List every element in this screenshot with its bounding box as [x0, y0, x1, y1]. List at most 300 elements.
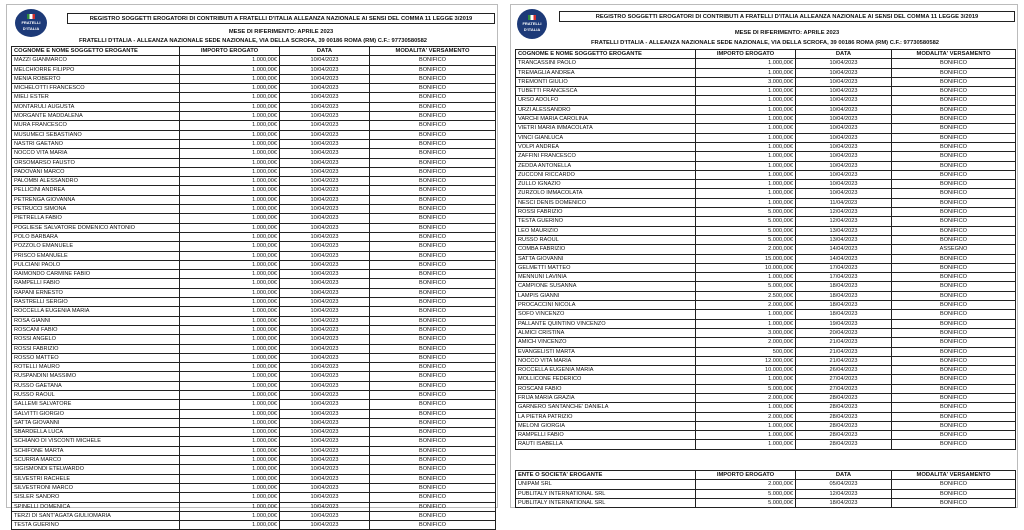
amount-cell: 1.000,00€: [180, 493, 280, 502]
payment-mode-cell: BONIFICO: [892, 356, 1016, 365]
donor-name-cell: GARNERO SANTANCHE' DANIELA: [516, 403, 696, 412]
amount-cell: 1.000,00€: [180, 335, 280, 344]
table-row: [12, 84, 496, 93]
date-cell: 10/04/2023: [280, 381, 370, 390]
donor-name-cell: UNIPAM SRL: [516, 480, 696, 489]
donor-name-cell: POZZOLO EMANUELE: [12, 242, 180, 251]
table-row: [516, 489, 1016, 498]
date-cell: 10/04/2023: [280, 363, 370, 372]
date-cell: 10/04/2023: [796, 124, 892, 133]
donor-name-cell: PIETRELLA FABIO: [12, 214, 180, 223]
table-row: [12, 390, 496, 399]
payment-mode-cell: BONIFICO: [892, 217, 1016, 226]
table-row: [12, 102, 496, 111]
donor-name-cell: URZI ALESSANDRO: [516, 105, 696, 114]
donor-name-cell: CAMPIONE SUSANNA: [516, 282, 696, 291]
table-row: [12, 186, 496, 195]
date-cell: 10/04/2023: [280, 102, 370, 111]
amount-cell: 1.000,00€: [180, 483, 280, 492]
donor-name-cell: PUBLITALY INTERNATIONAL SRL: [516, 489, 696, 498]
date-cell: 10/04/2023: [280, 242, 370, 251]
date-cell: 10/04/2023: [280, 511, 370, 520]
amount-cell: 1.000,00€: [180, 279, 280, 288]
payment-mode-cell: BONIFICO: [892, 170, 1016, 179]
date-cell: 10/04/2023: [280, 93, 370, 102]
table-row: [12, 511, 496, 520]
date-cell: 28/04/2023: [796, 412, 892, 421]
donor-name-cell: NOCCO VITA MARIA: [516, 356, 696, 365]
donor-name-cell: PETRENGA GIOVANNA: [12, 195, 180, 204]
date-cell: 10/04/2023: [280, 298, 370, 307]
amount-cell: 1.000,00€: [696, 273, 796, 282]
table-row: [12, 363, 496, 372]
amount-cell: 1.000,00€: [180, 390, 280, 399]
date-cell: 10/04/2023: [280, 353, 370, 362]
table-row: [12, 177, 496, 186]
amount-cell: 2.500,00€: [696, 291, 796, 300]
donor-name-cell: SISLER SANDRO: [12, 493, 180, 502]
table-row: [516, 217, 1016, 226]
amount-cell: 1.000,00€: [180, 437, 280, 446]
col-header-mode: MODALITA' VERSAMENTO: [892, 50, 1016, 59]
donor-name-cell: ZUCCONI RICCARDO: [516, 170, 696, 179]
donor-name-cell: RUSSO RAOUL: [516, 235, 696, 244]
payment-mode-cell: BONIFICO: [370, 390, 496, 399]
date-cell: 10/04/2023: [280, 112, 370, 121]
amount-cell: 1.000,00€: [180, 102, 280, 111]
donor-name-cell: RAMPELLI FABIO: [12, 279, 180, 288]
payment-mode-cell: BONIFICO: [370, 298, 496, 307]
date-cell: 10/04/2023: [280, 270, 370, 279]
payment-mode-cell: BONIFICO: [892, 338, 1016, 347]
date-cell: 10/04/2023: [796, 59, 892, 68]
payment-mode-cell: BONIFICO: [370, 177, 496, 186]
date-cell: 10/04/2023: [796, 133, 892, 142]
donor-name-cell: MORGANTE MADDALENA: [12, 112, 180, 121]
date-cell: 28/04/2023: [796, 393, 892, 402]
amount-cell: 1.000,00€: [180, 270, 280, 279]
payment-mode-cell: BONIFICO: [892, 498, 1016, 507]
donor-name-cell: RUSPANDINI MASSIMO: [12, 372, 180, 381]
amount-cell: 2.000,00€: [696, 245, 796, 254]
payment-mode-cell: BONIFICO: [892, 115, 1016, 124]
payment-mode-cell: BONIFICO: [370, 363, 496, 372]
date-cell: 10/04/2023: [796, 87, 892, 96]
payment-mode-cell: BONIFICO: [370, 325, 496, 334]
table-row: [516, 338, 1016, 347]
payment-mode-cell: BONIFICO: [370, 521, 496, 530]
donor-name-cell: TREMAGLIA ANDREA: [516, 68, 696, 77]
logo-text: FRATELLI D'ITALIA: [21, 20, 41, 31]
table-row: [12, 112, 496, 121]
table-row: [12, 381, 496, 390]
payment-mode-cell: BONIFICO: [370, 353, 496, 362]
payment-mode-cell: BONIFICO: [370, 437, 496, 446]
payment-mode-cell: BONIFICO: [892, 96, 1016, 105]
table-row: [516, 59, 1016, 68]
amount-cell: 1.000,00€: [696, 440, 796, 449]
donor-name-cell: LAMPIS GIANNI: [516, 291, 696, 300]
amount-cell: 1.000,00€: [180, 158, 280, 167]
donor-name-cell: PULCIANI PAOLO: [12, 260, 180, 269]
amount-cell: 1.000,00€: [180, 325, 280, 334]
organization-line: FRATELLI D'ITALIA - ALLEANZA NAZIONALE SEDE NAZIONALE, VIA DELLA SCROFA, 39 00186 ROMA (RM) C.F.: 97730580582: [590, 40, 940, 46]
amount-cell: 1.000,00€: [180, 344, 280, 353]
payment-mode-cell: BONIFICO: [892, 180, 1016, 189]
donor-name-cell: AMICH VINCENZO: [516, 338, 696, 347]
payment-mode-cell: BONIFICO: [370, 316, 496, 325]
donor-name-cell: SATTA GIOVANNI: [516, 254, 696, 263]
table-row: [516, 498, 1016, 507]
amount-cell: 500,00€: [696, 347, 796, 356]
payment-mode-cell: BONIFICO: [892, 328, 1016, 337]
table-row: [12, 521, 496, 530]
table-row: [516, 421, 1016, 430]
amount-cell: 1.000,00€: [180, 446, 280, 455]
table-row: [516, 273, 1016, 282]
amount-cell: 1.000,00€: [696, 96, 796, 105]
payment-mode-cell: BONIFICO: [370, 65, 496, 74]
amount-cell: 2.000,00€: [696, 301, 796, 310]
amount-cell: 1.000,00€: [180, 521, 280, 530]
date-cell: 17/04/2023: [796, 263, 892, 272]
table-row: [516, 245, 1016, 254]
donor-name-cell: NOCCO VITA MARIA: [12, 149, 180, 158]
donor-name-cell: VINCI GIANLUCA: [516, 133, 696, 142]
amount-cell: 1.000,00€: [696, 87, 796, 96]
date-cell: 18/04/2023: [796, 291, 892, 300]
payment-mode-cell: BONIFICO: [370, 446, 496, 455]
table-row: [12, 130, 496, 139]
date-cell: 10/04/2023: [280, 316, 370, 325]
table-row: [516, 263, 1016, 272]
payment-mode-cell: BONIFICO: [370, 493, 496, 502]
donor-name-cell: TRANCASSINI PAOLO: [516, 59, 696, 68]
payment-mode-cell: BONIFICO: [892, 375, 1016, 384]
amount-cell: 1.000,00€: [696, 198, 796, 207]
date-cell: 10/04/2023: [280, 437, 370, 446]
date-cell: 10/04/2023: [280, 502, 370, 511]
table-header-row: [516, 50, 1016, 59]
payment-mode-cell: BONIFICO: [892, 393, 1016, 402]
table-row: [12, 316, 496, 325]
donor-name-cell: MENIA ROBERTO: [12, 74, 180, 83]
donor-name-cell: SOFO VINCENZO: [516, 310, 696, 319]
payment-mode-cell: BONIFICO: [370, 56, 496, 65]
amount-cell: 3.000,00€: [696, 77, 796, 86]
payment-mode-cell: BONIFICO: [892, 189, 1016, 198]
amount-cell: 1.000,00€: [696, 310, 796, 319]
amount-cell: 2.000,00€: [696, 338, 796, 347]
payment-mode-cell: BONIFICO: [892, 226, 1016, 235]
amount-cell: 1.000,00€: [696, 403, 796, 412]
amount-cell: 1.000,00€: [180, 205, 280, 214]
date-cell: 10/04/2023: [280, 214, 370, 223]
table-row: [12, 456, 496, 465]
donor-name-cell: ROSCANI FABIO: [516, 384, 696, 393]
payment-mode-cell: BONIFICO: [370, 381, 496, 390]
donor-name-cell: MURA FRANCESCO: [12, 121, 180, 130]
amount-cell: 1.000,00€: [180, 363, 280, 372]
table-row: [516, 68, 1016, 77]
table-row: [12, 242, 496, 251]
table-row: [516, 384, 1016, 393]
payment-mode-cell: BONIFICO: [370, 149, 496, 158]
donor-name-cell: RAMPELLI FABIO: [516, 431, 696, 440]
date-cell: 10/04/2023: [280, 167, 370, 176]
payment-mode-cell: BONIFICO: [892, 77, 1016, 86]
amount-cell: 5.000,00€: [696, 226, 796, 235]
date-cell: 10/04/2023: [280, 465, 370, 474]
donor-name-cell: ZURZOLO IMMACOLATA: [516, 189, 696, 198]
date-cell: 10/04/2023: [280, 139, 370, 148]
donor-name-cell: SCURRIA MARCO: [12, 456, 180, 465]
amount-cell: 1.000,00€: [696, 431, 796, 440]
amount-cell: 1.000,00€: [696, 375, 796, 384]
amount-cell: 1.000,00€: [180, 177, 280, 186]
table-row: [12, 325, 496, 334]
date-cell: 12/04/2023: [796, 217, 892, 226]
amount-cell: 1.000,00€: [180, 474, 280, 483]
amount-cell: 1.000,00€: [180, 251, 280, 260]
table-row: [12, 428, 496, 437]
date-cell: 11/04/2023: [796, 198, 892, 207]
date-cell: 13/04/2023: [796, 226, 892, 235]
donor-name-cell: SCHIANO DI VISCONTI MICHELE: [12, 437, 180, 446]
table-row: [516, 208, 1016, 217]
donor-name-cell: VARCHI MARIA CAROLINA: [516, 115, 696, 124]
table-row: [12, 493, 496, 502]
table-row: [516, 412, 1016, 421]
table-row: [12, 474, 496, 483]
donor-name-cell: PALLANTE QUINTINO VINCENZO: [516, 319, 696, 328]
amount-cell: 1.000,00€: [180, 223, 280, 232]
donor-name-cell: SIGISMONDI ETELWARDO: [12, 465, 180, 474]
table-row: [516, 431, 1016, 440]
amount-cell: 1.000,00€: [180, 56, 280, 65]
donor-name-cell: MELCHIORRE FILIPPO: [12, 65, 180, 74]
payment-mode-cell: BONIFICO: [370, 288, 496, 297]
amount-cell: 1.000,00€: [696, 189, 796, 198]
amount-cell: 2.000,00€: [696, 480, 796, 489]
payment-mode-cell: BONIFICO: [370, 130, 496, 139]
amount-cell: 10.000,00€: [696, 263, 796, 272]
payment-mode-cell: BONIFICO: [370, 232, 496, 241]
payment-mode-cell: BONIFICO: [892, 273, 1016, 282]
donor-name-cell: TESTA GUERINO: [12, 521, 180, 530]
donor-name-cell: GELMETTI MATTEO: [516, 263, 696, 272]
payment-mode-cell: BONIFICO: [892, 412, 1016, 421]
table-row: [12, 418, 496, 427]
table-row: [12, 502, 496, 511]
donor-name-cell: RAUTI ISABELLA: [516, 440, 696, 449]
amount-cell: 1.000,00€: [180, 214, 280, 223]
payment-mode-cell: BONIFICO: [370, 428, 496, 437]
amount-cell: 1.000,00€: [696, 161, 796, 170]
donor-name-cell: ROSA GIANNI: [12, 316, 180, 325]
amount-cell: 1.000,00€: [180, 307, 280, 316]
donor-name-cell: ZAFFINI FRANCESCO: [516, 152, 696, 161]
amount-cell: 1.000,00€: [180, 298, 280, 307]
amount-cell: 1.000,00€: [180, 381, 280, 390]
date-cell: 10/04/2023: [280, 149, 370, 158]
entities-header-row: [516, 471, 1016, 480]
donor-name-cell: EVANGELISTI MARTA: [516, 347, 696, 356]
table-row: [12, 167, 496, 176]
date-cell: 10/04/2023: [796, 105, 892, 114]
date-cell: 10/04/2023: [280, 279, 370, 288]
table-row: [516, 403, 1016, 412]
date-cell: 14/04/2023: [796, 245, 892, 254]
donor-name-cell: ROTELLI MAURO: [12, 363, 180, 372]
table-row: [12, 307, 496, 316]
table-row: [12, 56, 496, 65]
date-cell: 10/04/2023: [280, 186, 370, 195]
date-cell: 10/04/2023: [280, 74, 370, 83]
payment-mode-cell: BONIFICO: [370, 84, 496, 93]
register-title: REGISTRO SOGGETTI EROGATORI DI CONTRIBUTI A FRATELLI D'ITALIA ALLEANZA NAZIONALE AI SENSI DEL COMMA 11 LEGGE 3/2019: [559, 11, 1015, 22]
donor-name-cell: VOLPI ANDREA: [516, 142, 696, 151]
table-row: [12, 279, 496, 288]
table-row: [516, 254, 1016, 263]
donor-name-cell: PETRUCCI SIMONA: [12, 205, 180, 214]
date-cell: 10/04/2023: [796, 189, 892, 198]
date-cell: 10/04/2023: [796, 142, 892, 151]
donor-name-cell: MENNUNI LAVINIA: [516, 273, 696, 282]
payment-mode-cell: BONIFICO: [892, 480, 1016, 489]
payment-mode-cell: BONIFICO: [370, 186, 496, 195]
date-cell: 10/04/2023: [280, 474, 370, 483]
amount-cell: 1.000,00€: [180, 167, 280, 176]
table-row: [12, 158, 496, 167]
payment-mode-cell: BONIFICO: [370, 335, 496, 344]
table-row: [516, 366, 1016, 375]
payment-mode-cell: BONIFICO: [370, 502, 496, 511]
amount-cell: 1.000,00€: [180, 465, 280, 474]
donor-name-cell: MICHELOTTI FRANCESCO: [12, 84, 180, 93]
donor-name-cell: ROSSI ANGELO: [12, 335, 180, 344]
date-cell: 18/04/2023: [796, 310, 892, 319]
donor-name-cell: SALVITTI GIORGIO: [12, 409, 180, 418]
amount-cell: 1.000,00€: [180, 74, 280, 83]
date-cell: 10/04/2023: [796, 96, 892, 105]
payment-mode-cell: BONIFICO: [370, 279, 496, 288]
date-cell: 12/04/2023: [796, 489, 892, 498]
payment-mode-cell: BONIFICO: [892, 489, 1016, 498]
tricolor-flame-icon: [528, 15, 536, 20]
amount-cell: 5.000,00€: [696, 235, 796, 244]
donor-name-cell: POGLIESE SALVATORE DOMENICO ANTONIO: [12, 223, 180, 232]
donor-name-cell: ZULLO IGNAZIO: [516, 180, 696, 189]
payment-mode-cell: BONIFICO: [370, 307, 496, 316]
payment-mode-cell: BONIFICO: [370, 139, 496, 148]
date-cell: 10/04/2023: [280, 232, 370, 241]
organization-line: FRATELLI D'ITALIA - ALLEANZA NAZIONALE SEDE NAZIONALE, VIA DELLA SCROFA, 39 00186 ROMA (RM) C.F.: 97730580582: [78, 38, 428, 44]
payment-mode-cell: BONIFICO: [370, 112, 496, 121]
amount-cell: 5.000,00€: [696, 384, 796, 393]
donor-name-cell: SILVESTRI RACHELE: [12, 474, 180, 483]
date-cell: 19/04/2023: [796, 319, 892, 328]
payment-mode-cell: ASSEGNO: [892, 245, 1016, 254]
table-row: [12, 400, 496, 409]
date-cell: 10/04/2023: [280, 56, 370, 65]
date-cell: 10/04/2023: [280, 335, 370, 344]
payment-mode-cell: BONIFICO: [892, 142, 1016, 151]
col-header-entity: ENTE O SOCIETA' EROGANTE: [516, 471, 696, 480]
donor-name-cell: ROSCANI FABIO: [12, 325, 180, 334]
table-row: [516, 319, 1016, 328]
payment-mode-cell: BONIFICO: [892, 403, 1016, 412]
payment-mode-cell: BONIFICO: [892, 282, 1016, 291]
table-row: [516, 301, 1016, 310]
table-row: [516, 480, 1016, 489]
register-title: REGISTRO SOGGETTI EROGATORI DI CONTRIBUTI A FRATELLI D'ITALIA ALLEANZA NAZIONALE AI SENSI DEL COMMA 11 LEGGE 3/2019: [67, 13, 495, 24]
date-cell: 05/04/2023: [796, 480, 892, 489]
date-cell: 26/04/2023: [796, 366, 892, 375]
amount-cell: 1.000,00€: [180, 372, 280, 381]
payment-mode-cell: BONIFICO: [370, 400, 496, 409]
donor-name-cell: ROSSI FABRIZIO: [12, 344, 180, 353]
amount-cell: 5.000,00€: [696, 217, 796, 226]
table-row: [12, 223, 496, 232]
payment-mode-cell: BONIFICO: [370, 483, 496, 492]
table-header-row: [12, 47, 496, 56]
date-cell: 10/04/2023: [280, 177, 370, 186]
amount-cell: 1.000,00€: [180, 121, 280, 130]
donor-name-cell: ROCCELLA EUGENIA MARIA: [516, 366, 696, 375]
date-cell: 10/04/2023: [280, 390, 370, 399]
table-row: [12, 65, 496, 74]
payment-mode-cell: BONIFICO: [370, 242, 496, 251]
amount-cell: 1.000,00€: [696, 170, 796, 179]
date-cell: 10/04/2023: [796, 115, 892, 124]
table-row: [516, 282, 1016, 291]
donor-name-cell: LEO MAURIZIO: [516, 226, 696, 235]
amount-cell: 1.000,00€: [180, 195, 280, 204]
amount-cell: 5.000,00€: [696, 489, 796, 498]
payment-mode-cell: BONIFICO: [892, 366, 1016, 375]
table-row: [12, 93, 496, 102]
table-row: [516, 96, 1016, 105]
amount-cell: 1.000,00€: [696, 115, 796, 124]
payment-mode-cell: BONIFICO: [892, 87, 1016, 96]
amount-cell: 12.000,00€: [696, 356, 796, 365]
col-header-mode: MODALITA' VERSAMENTO: [370, 47, 496, 56]
amount-cell: 1.000,00€: [180, 502, 280, 511]
donor-name-cell: PROCACCINI NICOLA: [516, 301, 696, 310]
amount-cell: 1.000,00€: [180, 409, 280, 418]
entities-table: [515, 470, 1016, 508]
payment-mode-cell: BONIFICO: [370, 205, 496, 214]
table-row: [516, 142, 1016, 151]
table-row: [516, 291, 1016, 300]
date-cell: 10/04/2023: [280, 223, 370, 232]
date-cell: 10/04/2023: [280, 121, 370, 130]
date-cell: 10/04/2023: [280, 521, 370, 530]
reference-month: MESE DI RIFERIMENTO: APRILE 2023: [228, 29, 334, 35]
payment-mode-cell: BONIFICO: [370, 167, 496, 176]
amount-cell: 1.000,00€: [696, 133, 796, 142]
donor-name-cell: TERZI DI SANT'AGATA GIULIOMARIA: [12, 511, 180, 520]
amount-cell: 1.000,00€: [696, 124, 796, 133]
table-row: [12, 298, 496, 307]
payment-mode-cell: BONIFICO: [370, 344, 496, 353]
table-row: [516, 152, 1016, 161]
donor-name-cell: TUBETTI FRANCESCA: [516, 87, 696, 96]
table-row: [516, 189, 1016, 198]
payment-mode-cell: BONIFICO: [370, 214, 496, 223]
table-row: [516, 226, 1016, 235]
